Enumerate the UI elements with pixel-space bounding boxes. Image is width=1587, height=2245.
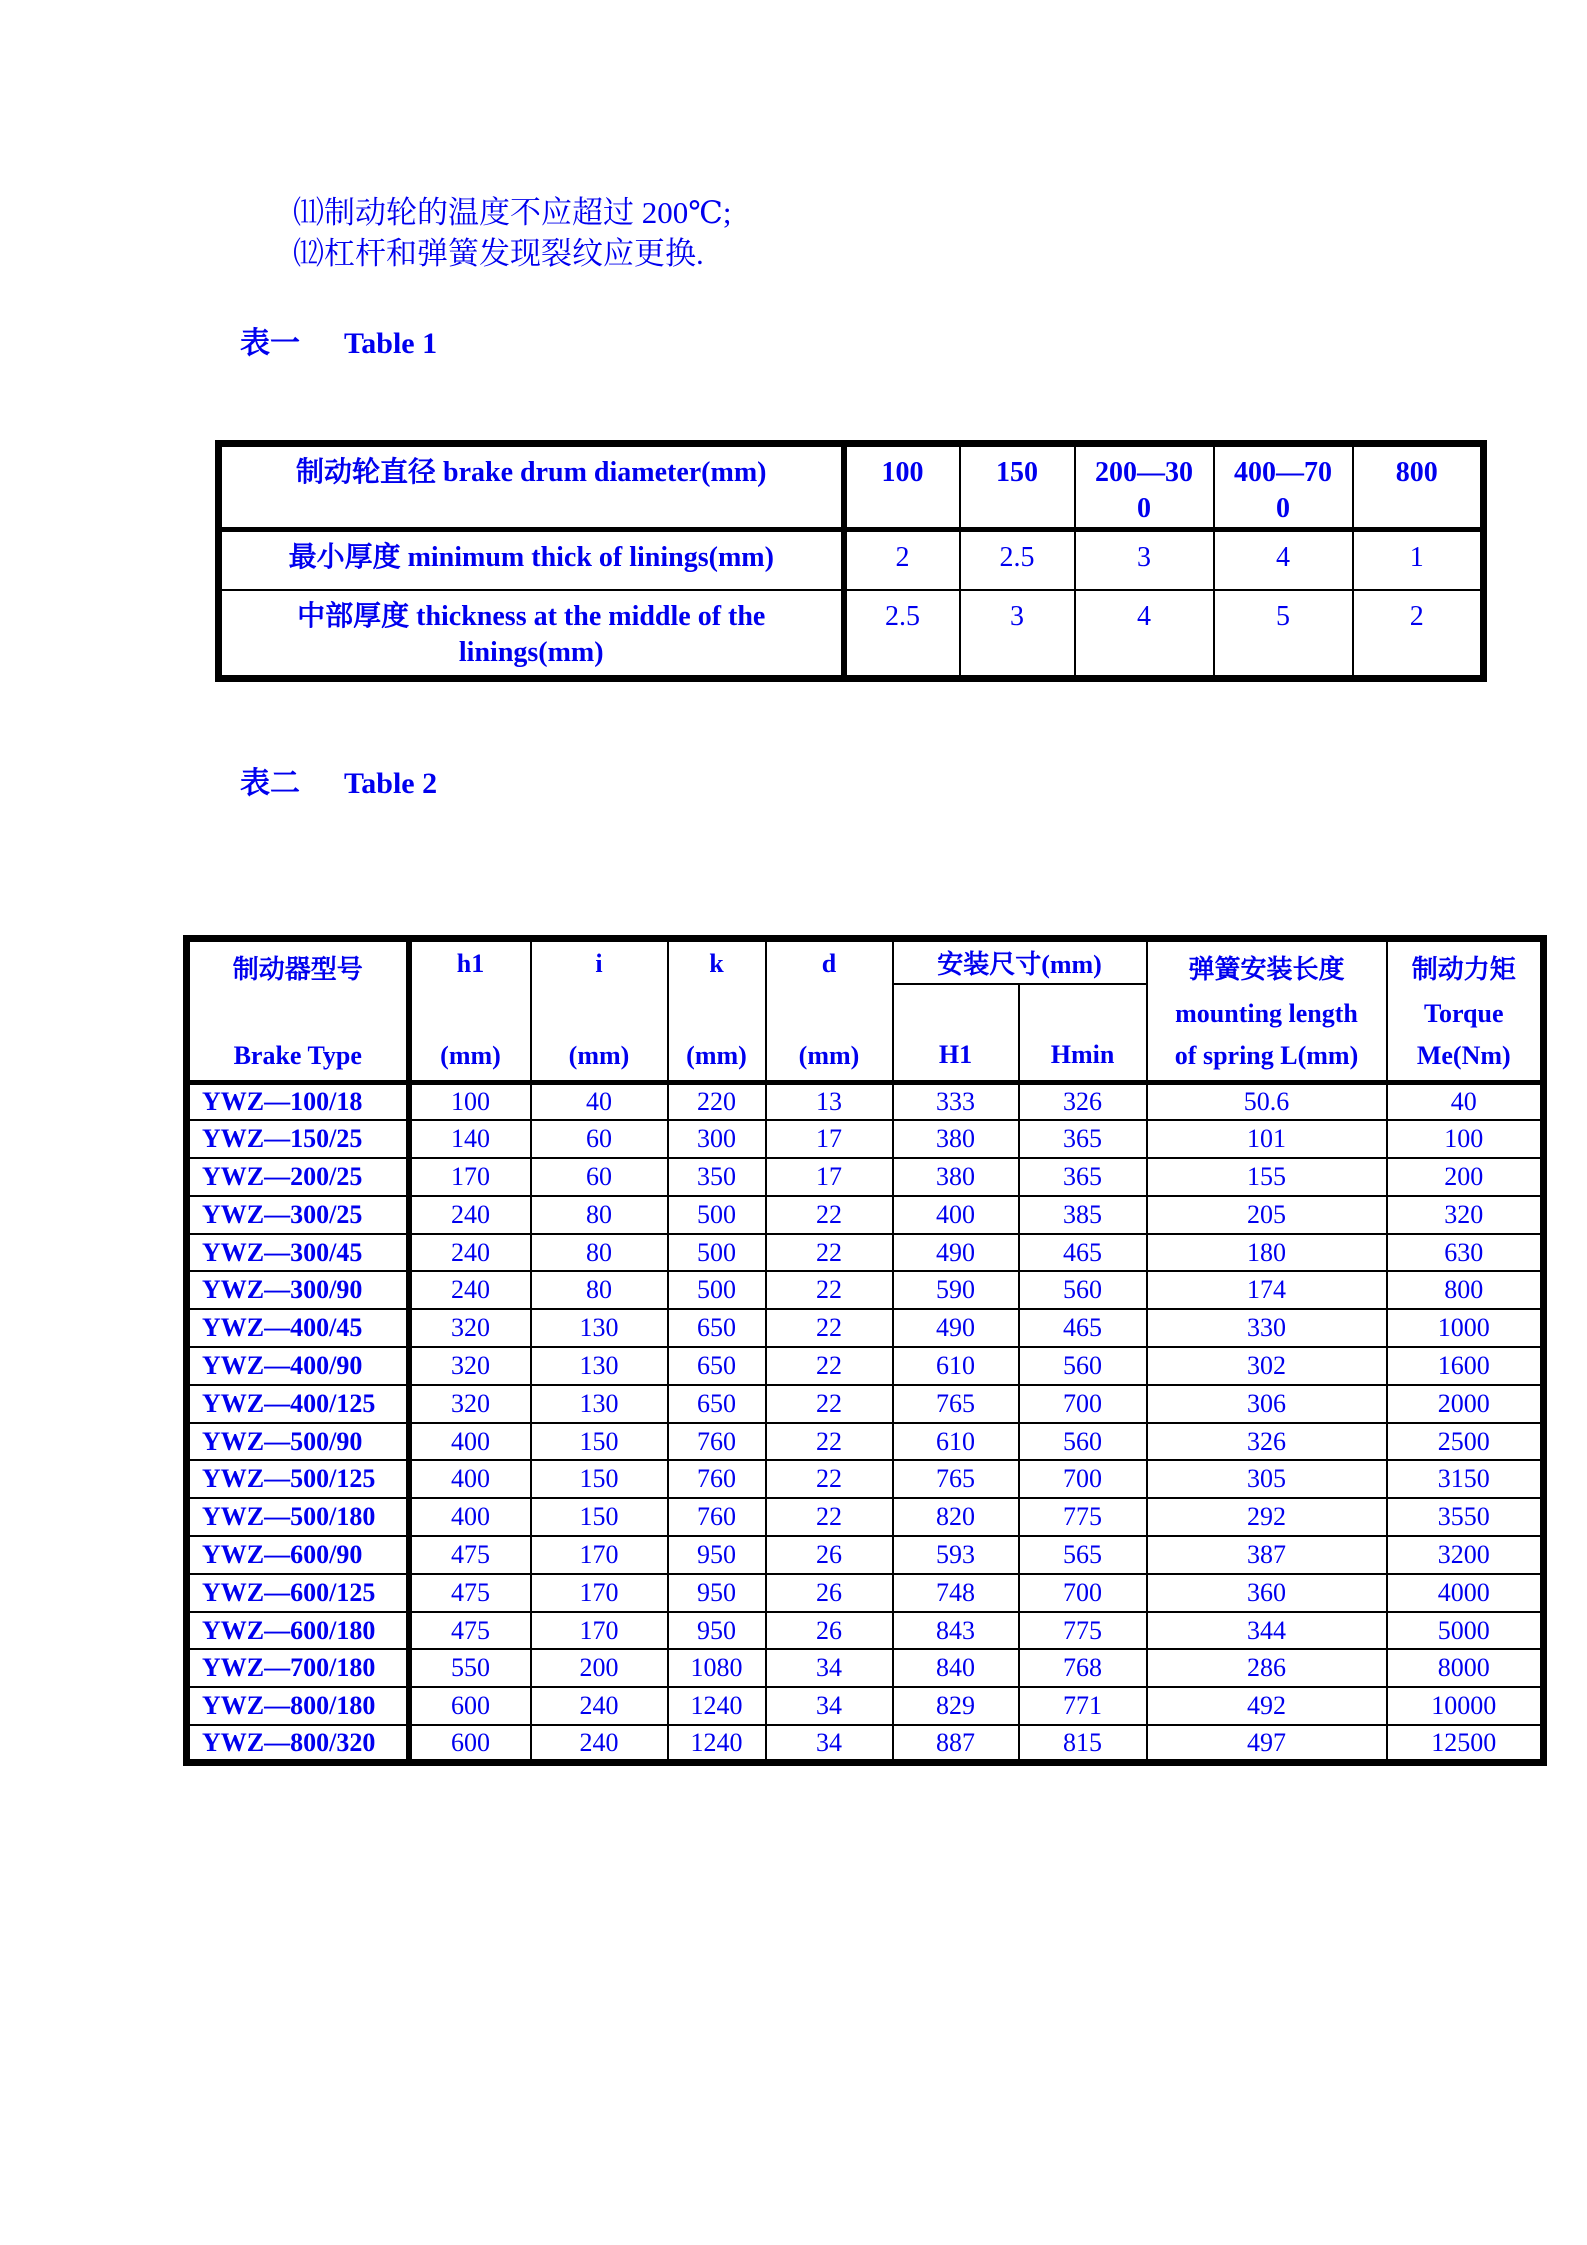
table2-row [187, 1385, 1544, 1423]
table1-cell: 2 [1353, 590, 1484, 679]
table2-cell: 34 [766, 1725, 893, 1763]
table2-row [187, 1498, 1544, 1536]
table2-heading [240, 758, 437, 802]
table2-cell: 768 [1019, 1649, 1147, 1687]
spring-label-en-2: of spring L(mm) [1174, 1041, 1359, 1070]
table2 [183, 935, 1547, 1766]
table2-cell: 400 [409, 1498, 531, 1536]
table2-cell: 475 [409, 1574, 531, 1612]
table2-cell: 101 [1147, 1120, 1387, 1158]
table2-cell: 130 [531, 1347, 668, 1385]
table2-cell: 306 [1147, 1385, 1387, 1423]
table1-cell: 1 [1353, 530, 1484, 590]
spring-label-en-1: mounting length [1175, 998, 1358, 1028]
brake-type-label-en: Brake Type [233, 1041, 362, 1070]
table2-cell: 320 [409, 1347, 531, 1385]
note-block [293, 192, 732, 274]
table2-brake-type-cell: YWZ—100/18 [187, 1083, 409, 1121]
table2-cell: 320 [409, 1309, 531, 1347]
table2-cell: 300 [668, 1120, 766, 1158]
table2-cell: 326 [1019, 1083, 1147, 1121]
table1-cell: 2.5 [844, 590, 960, 679]
table2-cell: 26 [766, 1574, 893, 1612]
table2-cell: 22 [766, 1423, 893, 1461]
table2-cell: 174 [1147, 1271, 1387, 1309]
table2-cell: 840 [893, 1649, 1019, 1687]
table2-cell: 344 [1147, 1612, 1387, 1650]
table1-cell: 2 [844, 530, 960, 590]
table2-cell: 3200 [1387, 1536, 1544, 1574]
table2-cell: 475 [409, 1612, 531, 1650]
table2-cell: 500 [668, 1271, 766, 1309]
table2-cell: 950 [668, 1574, 766, 1612]
table2-cell: 26 [766, 1612, 893, 1650]
k-label: k [709, 949, 724, 978]
table2-subheader-Hmin: Hmin [1019, 984, 1147, 1082]
table2-header-k [668, 939, 766, 1083]
table2-cell: 320 [1387, 1196, 1544, 1234]
table2-cell: 150 [531, 1460, 668, 1498]
table2-cell: 34 [766, 1687, 893, 1725]
d-unit: (mm) [798, 1041, 860, 1070]
table2-cell: 170 [531, 1574, 668, 1612]
table2-cell: 1080 [668, 1649, 766, 1687]
table2-cell: 286 [1147, 1649, 1387, 1687]
table2-cell: 610 [893, 1423, 1019, 1461]
table2-cell: 150 [531, 1423, 668, 1461]
table2-cell: 593 [893, 1536, 1019, 1574]
table2-cell: 12500 [1387, 1725, 1544, 1763]
table2-cell: 22 [766, 1234, 893, 1272]
table2-brake-type-cell: YWZ—800/320 [187, 1725, 409, 1763]
table2-cell: 305 [1147, 1460, 1387, 1498]
table2-row [187, 1309, 1544, 1347]
table2-cell: 2500 [1387, 1423, 1544, 1461]
table2-cell: 22 [766, 1309, 893, 1347]
table2-cell: 490 [893, 1309, 1019, 1347]
i-unit: (mm) [568, 1041, 630, 1070]
torque-symbol: Me(Nm) [1416, 1041, 1511, 1070]
table2-heading-en: Table 2 [344, 767, 438, 800]
table1-heading-zh: 表一 [240, 327, 300, 360]
table2-brake-type-cell: YWZ—600/125 [187, 1574, 409, 1612]
table2-brake-type-cell: YWZ—200/25 [187, 1158, 409, 1196]
table2-cell: 22 [766, 1460, 893, 1498]
table2-cell: 950 [668, 1612, 766, 1650]
table2-brake-type-cell: YWZ—150/25 [187, 1120, 409, 1158]
table2-brake-type-cell: YWZ—600/90 [187, 1536, 409, 1574]
table2-cell: 492 [1147, 1687, 1387, 1725]
table2-cell: 775 [1019, 1498, 1147, 1536]
table2-cell: 330 [1147, 1309, 1387, 1347]
table2-cell: 5000 [1387, 1612, 1544, 1650]
table2-row [187, 1158, 1544, 1196]
table2-cell: 465 [1019, 1234, 1147, 1272]
table2-row [187, 1687, 1544, 1725]
table2-cell: 760 [668, 1498, 766, 1536]
table2-cell: 22 [766, 1498, 893, 1536]
table2-cell: 240 [531, 1725, 668, 1763]
table2-cell: 887 [893, 1725, 1019, 1763]
table2-cell: 130 [531, 1309, 668, 1347]
table2-cell: 600 [409, 1687, 531, 1725]
table2-cell: 3550 [1387, 1498, 1544, 1536]
table2-cell: 765 [893, 1460, 1019, 1498]
table2-cell: 400 [409, 1423, 531, 1461]
table2-brake-type-cell: YWZ—500/125 [187, 1460, 409, 1498]
table2-brake-type-cell: YWZ—400/90 [187, 1347, 409, 1385]
table2-cell: 365 [1019, 1120, 1147, 1158]
table1-cell: 4 [1075, 590, 1214, 679]
table1-row [219, 530, 1484, 590]
table2-header-mounting-dim: 安装尺寸(mm) [893, 939, 1147, 985]
table2-cell: 240 [531, 1687, 668, 1725]
table2-brake-type-cell: YWZ—300/45 [187, 1234, 409, 1272]
table2-cell: 150 [531, 1498, 668, 1536]
table2-cell: 302 [1147, 1347, 1387, 1385]
table2-cell: 34 [766, 1649, 893, 1687]
table2-cell: 22 [766, 1196, 893, 1234]
spring-label-zh: 弹簧安装长度 [1188, 955, 1345, 984]
i-label: i [595, 949, 603, 978]
table1-column-header: 100 [844, 444, 960, 530]
torque-label-zh: 制动力矩 [1411, 955, 1516, 984]
table2-brake-type-cell: YWZ—600/180 [187, 1612, 409, 1650]
table2-cell: 400 [893, 1196, 1019, 1234]
table2-header-d [766, 939, 893, 1083]
table2-row [187, 1347, 1544, 1385]
table2-row [187, 1725, 1544, 1763]
table1-column-header: 400—700 [1214, 444, 1353, 530]
table2-cell: 80 [531, 1196, 668, 1234]
table2-cell: 590 [893, 1271, 1019, 1309]
table2-cell: 13 [766, 1083, 893, 1121]
table2-cell: 560 [1019, 1347, 1147, 1385]
table2-cell: 10000 [1387, 1687, 1544, 1725]
table1-header-row [219, 444, 1484, 530]
table2-cell: 650 [668, 1385, 766, 1423]
table2-cell: 700 [1019, 1460, 1147, 1498]
table2-header-spring-length [1147, 939, 1387, 1083]
table2-cell: 240 [409, 1271, 531, 1309]
table2-cell: 500 [668, 1234, 766, 1272]
table1-row [219, 590, 1484, 679]
table2-row [187, 1234, 1544, 1272]
table2-cell: 465 [1019, 1309, 1147, 1347]
table2-cell: 80 [531, 1234, 668, 1272]
table2-cell: 385 [1019, 1196, 1147, 1234]
h1-unit: (mm) [440, 1041, 501, 1070]
note-line-2: ⑿杠杆和弹簧发现裂纹应更换. [293, 236, 704, 271]
table2-brake-type-cell: YWZ—500/90 [187, 1423, 409, 1461]
brake-type-label-zh: 制动器型号 [232, 955, 363, 984]
table2-cell: 815 [1019, 1725, 1147, 1763]
table2-header-row-1 [187, 939, 1544, 985]
table2-cell: 497 [1147, 1725, 1387, 1763]
note-line-1: ⑾制动轮的温度不应超过 200℃; [293, 195, 732, 230]
table2-cell: 350 [668, 1158, 766, 1196]
table2-cell: 220 [668, 1083, 766, 1121]
table2-cell: 200 [531, 1649, 668, 1687]
table2-cell: 22 [766, 1385, 893, 1423]
table2-brake-type-cell: YWZ—400/45 [187, 1309, 409, 1347]
table2-row [187, 1574, 1544, 1612]
table2-cell: 630 [1387, 1234, 1544, 1272]
table2-cell: 800 [1387, 1271, 1544, 1309]
table2-cell: 1240 [668, 1687, 766, 1725]
table2-brake-type-cell: YWZ—400/125 [187, 1385, 409, 1423]
table2-cell: 950 [668, 1536, 766, 1574]
table2-cell: 100 [409, 1083, 531, 1121]
h1-label: h1 [456, 949, 485, 978]
table2-cell: 170 [531, 1536, 668, 1574]
table2-cell: 380 [893, 1120, 1019, 1158]
table2-brake-type-cell: YWZ—800/180 [187, 1687, 409, 1725]
table1-cell: 3 [1075, 530, 1214, 590]
table1-cell: 4 [1214, 530, 1353, 590]
table2-brake-type-cell: YWZ—300/25 [187, 1196, 409, 1234]
table2-cell: 820 [893, 1498, 1019, 1536]
table2-cell: 1600 [1387, 1347, 1544, 1385]
table2-brake-type-cell: YWZ—300/90 [187, 1271, 409, 1309]
table2-cell: 40 [531, 1083, 668, 1121]
table2-cell: 490 [893, 1234, 1019, 1272]
table2-cell: 320 [409, 1385, 531, 1423]
table2-row [187, 1271, 1544, 1309]
torque-label-en: Torque [1424, 998, 1504, 1028]
table2-cell: 60 [531, 1120, 668, 1158]
table2-cell: 765 [893, 1385, 1019, 1423]
table2-cell: 400 [409, 1460, 531, 1498]
table2-row [187, 1649, 1544, 1687]
table2-cell: 326 [1147, 1423, 1387, 1461]
table2-cell: 8000 [1387, 1649, 1544, 1687]
table2-cell: 500 [668, 1196, 766, 1234]
table2-cell: 829 [893, 1687, 1019, 1725]
table2-cell: 292 [1147, 1498, 1387, 1536]
table2-cell: 550 [409, 1649, 531, 1687]
table2-cell: 387 [1147, 1536, 1387, 1574]
table2-cell: 22 [766, 1271, 893, 1309]
table2-cell: 1000 [1387, 1309, 1544, 1347]
table2-row [187, 1460, 1544, 1498]
table2-cell: 50.6 [1147, 1083, 1387, 1121]
table2-cell: 180 [1147, 1234, 1387, 1272]
table2-cell: 3150 [1387, 1460, 1544, 1498]
table2-header-h1 [409, 939, 531, 1083]
table2-cell: 610 [893, 1347, 1019, 1385]
table2-cell: 843 [893, 1612, 1019, 1650]
table1-heading-en: Table 1 [344, 327, 438, 360]
table1-cell: 3 [960, 590, 1075, 679]
table2-header-i [531, 939, 668, 1083]
table2-cell: 760 [668, 1423, 766, 1461]
table2-row [187, 1423, 1544, 1461]
table2-cell: 1240 [668, 1725, 766, 1763]
table2-cell: 22 [766, 1347, 893, 1385]
table1-column-header: 150 [960, 444, 1075, 530]
table2-cell: 40 [1387, 1083, 1544, 1121]
table2-cell: 333 [893, 1083, 1019, 1121]
table2-cell: 17 [766, 1120, 893, 1158]
table2-cell: 26 [766, 1536, 893, 1574]
table2-cell: 775 [1019, 1612, 1147, 1650]
table2-row [187, 1120, 1544, 1158]
table1-header-label: 制动轮直径 brake drum diameter(mm) [219, 444, 844, 530]
table2-header-torque [1387, 939, 1544, 1083]
table1-cell: 5 [1214, 590, 1353, 679]
table2-cell: 170 [409, 1158, 531, 1196]
table2-cell: 80 [531, 1271, 668, 1309]
table2-cell: 771 [1019, 1687, 1147, 1725]
table2-cell: 60 [531, 1158, 668, 1196]
table2-cell: 2000 [1387, 1385, 1544, 1423]
k-unit: (mm) [686, 1041, 747, 1070]
table2-cell: 475 [409, 1536, 531, 1574]
table1-row-label: 最小厚度 minimum thick of linings(mm) [219, 530, 844, 590]
table2-cell: 748 [893, 1574, 1019, 1612]
table1-column-header: 800 [1353, 444, 1484, 530]
table2-cell: 700 [1019, 1385, 1147, 1423]
table2-row [187, 1196, 1544, 1234]
table2-header-brake-type [187, 939, 409, 1083]
table2-cell: 205 [1147, 1196, 1387, 1234]
table1 [215, 440, 1487, 682]
table1-cell: 2.5 [960, 530, 1075, 590]
table2-cell: 760 [668, 1460, 766, 1498]
table2-cell: 4000 [1387, 1574, 1544, 1612]
table2-cell: 700 [1019, 1574, 1147, 1612]
table1-heading [240, 318, 437, 362]
table2-cell: 365 [1019, 1158, 1147, 1196]
table2-cell: 130 [531, 1385, 668, 1423]
table1-row-label: 中部厚度 thickness at the middle of the linings(mm) [219, 590, 844, 679]
table2-cell: 140 [409, 1120, 531, 1158]
table2-brake-type-cell: YWZ—700/180 [187, 1649, 409, 1687]
table2-cell: 240 [409, 1234, 531, 1272]
table2-cell: 170 [531, 1612, 668, 1650]
table2-brake-type-cell: YWZ—500/180 [187, 1498, 409, 1536]
d-label: d [821, 949, 837, 978]
table2-cell: 360 [1147, 1574, 1387, 1612]
table2-cell: 240 [409, 1196, 531, 1234]
table2-cell: 200 [1387, 1158, 1544, 1196]
table2-heading-zh: 表二 [240, 767, 300, 800]
table2-cell: 565 [1019, 1536, 1147, 1574]
table1-column-header: 200—300 [1075, 444, 1214, 530]
table2-row [187, 1536, 1544, 1574]
table2-cell: 380 [893, 1158, 1019, 1196]
table2-cell: 17 [766, 1158, 893, 1196]
table2-cell: 155 [1147, 1158, 1387, 1196]
table2-row [187, 1083, 1544, 1121]
table2-cell: 650 [668, 1347, 766, 1385]
table2-subheader-H1: H1 [893, 984, 1019, 1082]
table2-cell: 650 [668, 1309, 766, 1347]
table2-cell: 100 [1387, 1120, 1544, 1158]
table2-cell: 560 [1019, 1271, 1147, 1309]
table2-row [187, 1612, 1544, 1650]
table2-cell: 600 [409, 1725, 531, 1763]
table2-cell: 560 [1019, 1423, 1147, 1461]
